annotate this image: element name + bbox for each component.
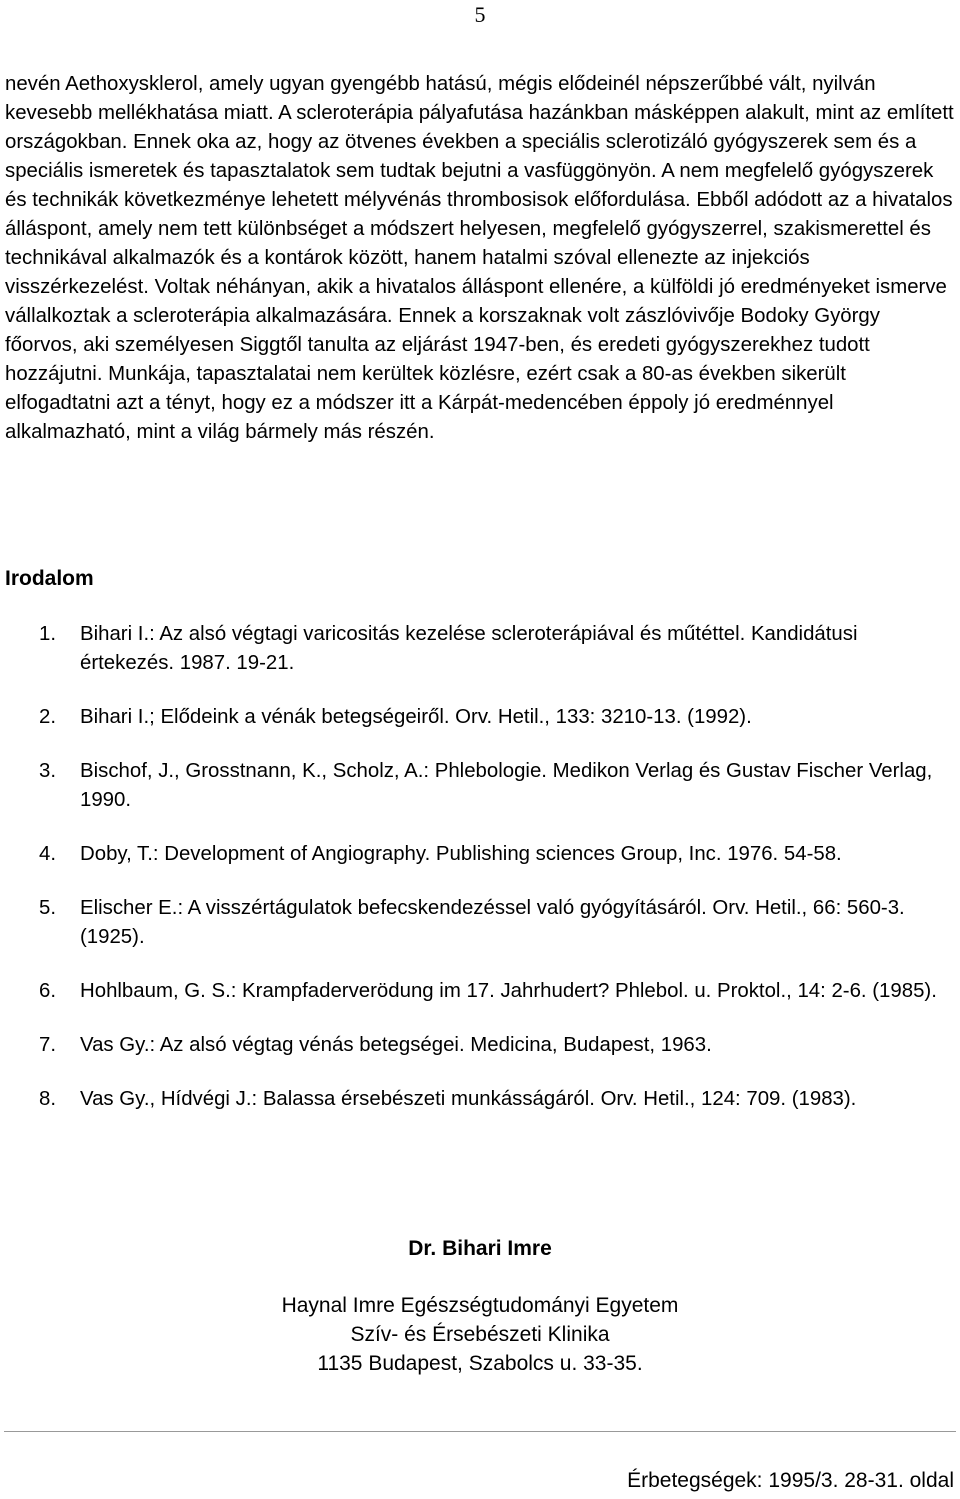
reference-number: 2.	[39, 706, 57, 728]
affiliation-clinic: Szív- és Érsebészeti Klinika	[350, 1323, 610, 1346]
reference-text: Bihari I.; Elődeink a vénák betegségeiről. Orv. Hetil., 133: 3210-13. (1992).	[80, 706, 752, 728]
reference-item-6	[0, 977, 950, 1006]
reference-number: 3.	[39, 760, 57, 782]
reference-item-4	[0, 840, 950, 869]
page-number: 5	[474, 2, 486, 27]
reference-number: 5.	[39, 897, 57, 919]
signature-block	[0, 1234, 960, 1378]
reference-text: Bihari I.: Az alsó végtagi varicositás kezelése scleroterápiával és műtéttel. Kandidátusi értekezés. 1987. 19-21.	[80, 623, 858, 674]
reference-text: Vas Gy.: Az alsó végtag vénás betegségei. Medicina, Budapest, 1963.	[80, 1034, 712, 1056]
reference-item-2	[0, 703, 950, 732]
reference-number: 8.	[39, 1088, 57, 1110]
affiliation-address: 1135 Budapest, Szabolcs u. 33-35.	[317, 1352, 643, 1375]
author-name: Dr. Bihari Imre	[408, 1237, 552, 1260]
body-paragraph: nevén Aethoxysklerol, amely ugyan gyengébb hatású, mégis elődeinél népszerűbbé vált, nyilván kevesebb mellékhatása miatt. A scleroterápia pályafutása hazánkban másképpen alakult, mint az említett országokban. Ennek oka az, hogy az ötvenes években a speciális sclerotizáló gyógyszerek sem és a speciális ismeretek és tapasztalatok sem tudtak bejutni a vasfüggönyön. A nem megfelelő gyógyszerek és technikák következménye lehetett mélyvénás thrombosisok előfordulása. Ebből adódott az a hivatalos álláspont, amely nem tett különbséget a módszert helyesen, megfelelő gyógyszerrel, szakismerettel és technikával alkalmazók és a kontárok között, hanem hatalmi szóval ellenezte az injekciós visszérkezelést. Voltak néhányan, akik a hivatalos álláspont ellenére, a külföldi jó eredményeket ismerve vállalkoztak a scleroterápia alkalmazására. Ennek a korszaknak volt zászlóvivője Bodoky György főorvos, aki személyesen Siggtől tanulta az eljárást 1947-ben, és eredeti gyógyszerekhez tudott hozzájutni. Munkája, tapasztalatai nem kerültek közlésre, ezért csak a 80-as években sikerült elfogadtatni azt a tényt, hogy ez a módszer itt a Kárpát-medencében éppoly jó eredménnyel alkalmazható, mint a világ bármely más részén.	[5, 73, 954, 443]
reference-item-8	[0, 1085, 950, 1114]
reference-list	[0, 620, 960, 1139]
reference-item-5	[0, 894, 950, 952]
references-heading: Irodalom	[5, 567, 94, 590]
reference-number: 4.	[39, 843, 57, 865]
reference-number: 6.	[39, 980, 57, 1002]
reference-text: Doby, T.: Development of Angiography. Publishing sciences Group, Inc. 1976. 54-58.	[80, 843, 842, 865]
reference-item-3	[0, 757, 950, 815]
footer-divider	[4, 1431, 956, 1432]
affiliation-university: Haynal Imre Egészségtudományi Egyetem	[281, 1294, 679, 1317]
reference-number: 1.	[39, 623, 57, 645]
reference-item-1	[0, 620, 950, 678]
reference-text: Vas Gy., Hídvégi J.: Balassa érsebészeti munkásságáról. Orv. Hetil., 124: 709. (1983).	[80, 1088, 857, 1110]
reference-item-7	[0, 1031, 950, 1060]
reference-text: Elischer E.: A visszértágulatok befecskendezéssel való gyógyításáról. Orv. Hetil., 66: 560-3. (1925).	[80, 897, 905, 948]
reference-number: 7.	[39, 1034, 57, 1056]
footer-citation: Érbetegségek: 1995/3. 28-31. oldal	[627, 1469, 954, 1492]
reference-text: Bischof, J., Grosstnann, K., Scholz, A.: Phlebologie. Medikon Verlag és Gustav Fischer Verlag, 1990.	[80, 760, 933, 811]
reference-text: Hohlbaum, G. S.: Krampfaderverödung im 17. Jahrhudert? Phlebol. u. Proktol., 14: 2-6. (1985).	[80, 980, 937, 1002]
